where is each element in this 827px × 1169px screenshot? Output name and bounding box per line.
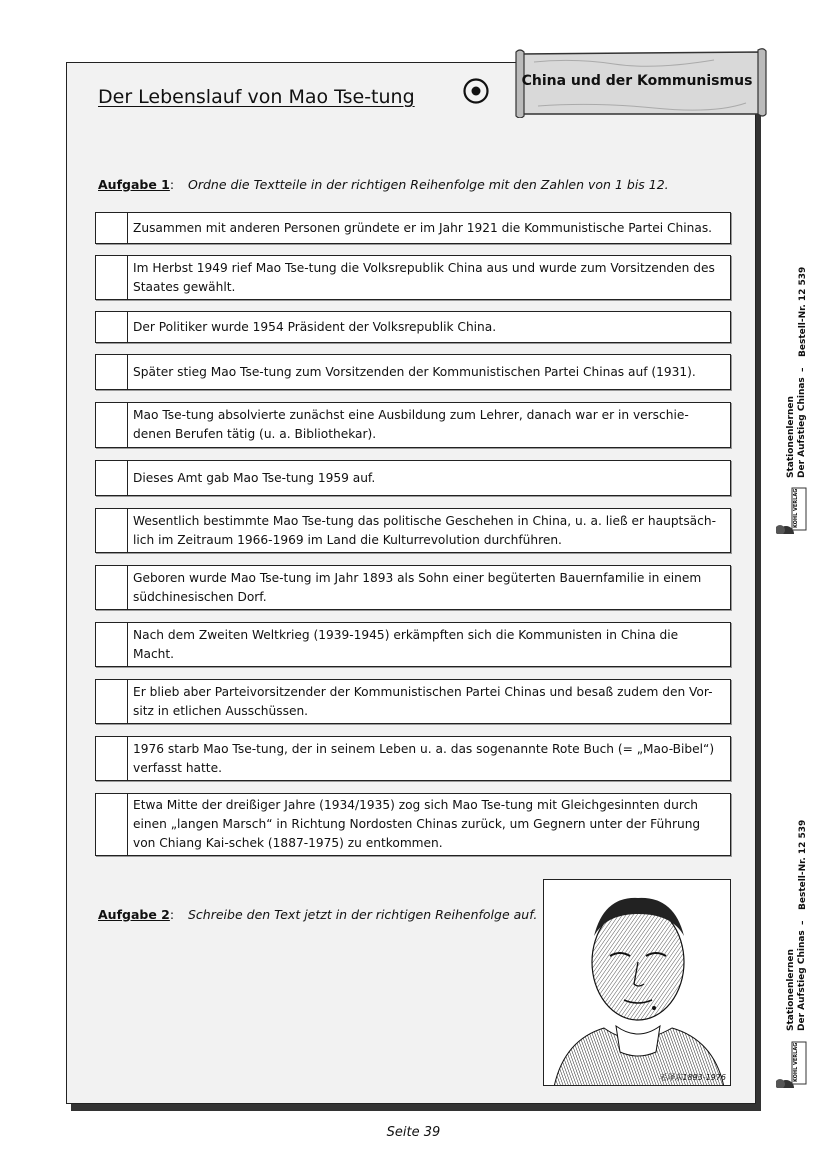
side-label-upper xyxy=(786,377,808,478)
side-line-1: Stationenlernen xyxy=(786,396,796,478)
side-dash-upper: – xyxy=(798,367,808,372)
item-text: Der Politiker wurde 1954 Präsident der Volksrepublik China. xyxy=(133,319,497,334)
portrait-icon xyxy=(544,880,731,1086)
task-1-label: Aufgabe 1 xyxy=(98,177,170,192)
item-text: 1976 starb Mao Tse-tung, der in seinem Leben u. a. das sogenannte Rote Buch (= „Mao-Bibel“) verfasst hatte. xyxy=(133,741,715,775)
publisher-name-lower: KOHL VERLAG xyxy=(793,1042,799,1082)
number-box[interactable] xyxy=(96,737,128,780)
item-text: Im Herbst 1949 rief Mao Tse-tung die Volksrepublik China aus und wurde zum Vorsitzenden des Staates gewählt. xyxy=(133,260,715,294)
side-order-upper: Bestell-Nr. 12 539 xyxy=(798,266,808,357)
list-item xyxy=(95,508,731,553)
item-text: Geboren wurde Mao Tse-tung im Jahr 1893 als Sohn einer begüterten Bauernfamilie in einem südchinesischen Dorf. xyxy=(133,570,702,604)
item-text: Mao Tse-tung absolvierte zunächst eine Ausbildung zum Lehrer, danach war er in verschie- denen Berufen tätig (u. a. Bibliothekar). xyxy=(133,408,689,441)
list-item xyxy=(95,460,731,496)
list-item xyxy=(95,679,731,724)
number-box[interactable] xyxy=(96,509,128,552)
task-1-colon: : xyxy=(169,177,175,192)
item-text: Später stieg Mao Tse-tung zum Vorsitzenden der Kommunistischen Partei Chinas auf (1931). xyxy=(133,364,696,379)
list-item xyxy=(95,212,731,244)
side-order-lower: Bestell-Nr. 12 539 xyxy=(798,819,808,910)
number-box[interactable] xyxy=(96,461,128,495)
list-item xyxy=(95,736,731,781)
number-box[interactable] xyxy=(96,680,128,723)
item-text: Wesentlich bestimmte Mao Tse-tung das politische Geschehen in China, u. a. ließ er hauptsäch- lich im Zeitraum 1966-1969 im Land die Kulturrevolution durchführen. xyxy=(133,513,716,547)
side-line-2: Der Aufstieg Chinas xyxy=(797,377,807,478)
task-1-instruction: Ordne die Textteile in der richtigen Reihenfolge mit den Zahlen von 1 bis 12. xyxy=(188,177,669,192)
list-item xyxy=(95,793,731,856)
portrait-image xyxy=(543,879,731,1086)
side-line-1: Stationenlernen xyxy=(786,949,796,1031)
page-title: Der Lebenslauf von Mao Tse-tung xyxy=(98,86,415,108)
number-box[interactable] xyxy=(96,794,128,855)
task-2 xyxy=(98,907,538,922)
list-item xyxy=(95,622,731,667)
number-box[interactable] xyxy=(96,403,128,447)
banner-title: China und der Kommunismus xyxy=(521,73,753,89)
publisher-name-upper: KOHL VERLAG xyxy=(793,488,799,528)
task-2-label: Aufgabe 2 xyxy=(98,907,170,922)
number-box[interactable] xyxy=(96,355,128,389)
task-2-colon: : xyxy=(169,907,175,922)
side-line-2: Der Aufstieg Chinas xyxy=(797,930,807,1031)
side-label-lower xyxy=(786,930,808,1031)
list-item xyxy=(95,255,731,300)
number-box[interactable] xyxy=(96,566,128,609)
page-number: Seite 39 xyxy=(386,1125,441,1140)
number-box[interactable] xyxy=(96,256,128,299)
list-item xyxy=(95,354,731,390)
side-dash-lower: – xyxy=(798,920,808,925)
item-text: Zusammen mit anderen Personen gründete er im Jahr 1921 die Kommunistische Partei Chinas. xyxy=(133,220,713,235)
number-box[interactable] xyxy=(96,623,128,666)
portrait-caption: 毛泽东1893-1976 xyxy=(658,1073,726,1082)
target-icon xyxy=(462,77,490,105)
item-text: Er blieb aber Parteivorsitzender der Kommunistischen Partei Chinas und besaß zudem den Vor- sitz in etlichen Ausschüssen. xyxy=(133,684,713,718)
number-box[interactable] xyxy=(96,213,128,243)
item-text: Dieses Amt gab Mao Tse-tung 1959 auf. xyxy=(133,470,376,485)
list-item xyxy=(95,565,731,610)
list-item xyxy=(95,311,731,343)
item-text: Nach dem Zweiten Weltkrieg (1939-1945) erkämpften sich die Kommunisten in China die Macht. xyxy=(133,627,679,661)
task-2-instruction: Schreibe den Text jetzt in der richtigen Reihenfolge auf. xyxy=(188,907,538,922)
task-1 xyxy=(98,177,669,192)
number-box[interactable] xyxy=(96,312,128,342)
list-item xyxy=(95,402,731,448)
item-text: Etwa Mitte der dreißiger Jahre (1934/1935) zog sich Mao Tse-tung mit Gleichgesinnten durch einen „langen Marsch“ in Richtung Nordosten Chinas zurück, um Gegnern unter der Führung von Chiang Kai-schek (1887-1975) zu entkommen. xyxy=(133,798,701,850)
